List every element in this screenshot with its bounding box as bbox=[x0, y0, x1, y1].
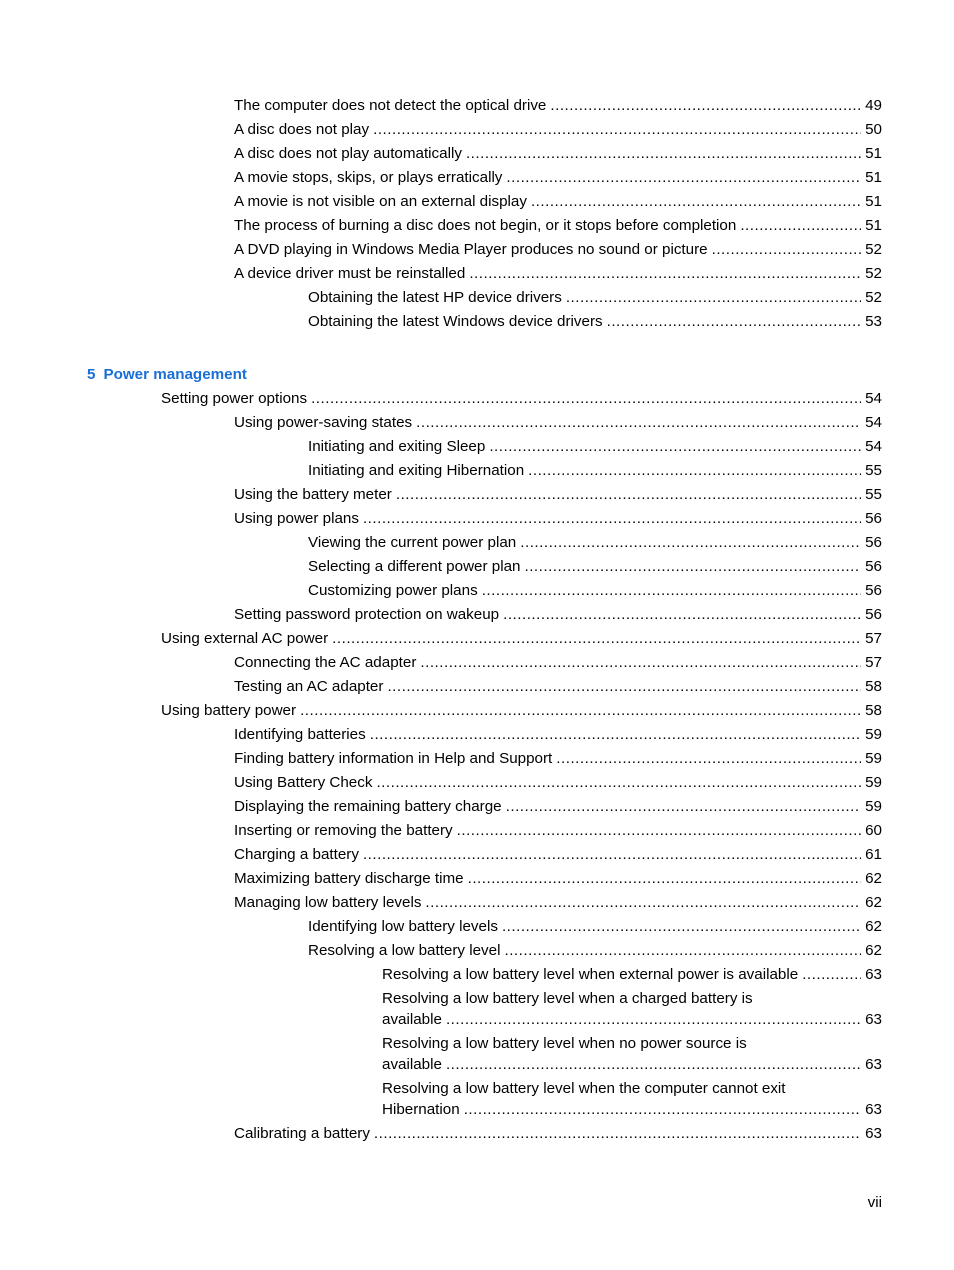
toc-entry-page: 62 bbox=[865, 894, 882, 911]
dot-leader bbox=[466, 145, 861, 163]
toc-entry-title: Using external AC power bbox=[161, 630, 329, 647]
toc-entry-page: 58 bbox=[865, 702, 882, 719]
toc-entry[interactable] bbox=[0, 894, 882, 912]
toc-entry-title: Maximizing battery discharge time bbox=[234, 870, 464, 887]
toc-entry[interactable] bbox=[0, 414, 882, 432]
dot-leader bbox=[502, 918, 861, 936]
toc-entry-title: The process of burning a disc does not begin, or it stops before completion bbox=[234, 217, 737, 234]
dot-leader bbox=[376, 774, 861, 792]
toc-entry-title: Testing an AC adapter bbox=[234, 678, 384, 695]
toc-entry[interactable] bbox=[0, 846, 882, 864]
toc-entry-page: 63 bbox=[865, 1011, 882, 1028]
toc-entry-page: 52 bbox=[865, 265, 882, 282]
toc-entry-page: 61 bbox=[865, 846, 882, 863]
dot-leader bbox=[370, 726, 861, 744]
dot-leader bbox=[556, 750, 861, 768]
toc-entry-page: 63 bbox=[865, 966, 882, 983]
toc-entry[interactable] bbox=[0, 97, 882, 115]
dot-leader bbox=[363, 846, 861, 864]
toc-entry[interactable] bbox=[0, 606, 882, 624]
toc-entry-title: Identifying batteries bbox=[234, 726, 366, 743]
toc-entry-title: Displaying the remaining battery charge bbox=[234, 798, 502, 815]
toc-entry-page: 52 bbox=[865, 241, 882, 258]
toc-entry-title: Resolving a low battery level when the computer cannot exit bbox=[382, 1080, 786, 1097]
dot-leader bbox=[332, 630, 861, 648]
toc-entry-title: Using battery power bbox=[161, 702, 297, 719]
toc-entry[interactable] bbox=[0, 630, 882, 648]
dot-leader bbox=[457, 822, 861, 840]
dot-leader bbox=[300, 702, 861, 720]
toc-entry-page: 54 bbox=[865, 390, 882, 407]
page-number: vii bbox=[867, 1194, 882, 1211]
toc-entry-title: Using Battery Check bbox=[234, 774, 373, 791]
toc-entry[interactable] bbox=[0, 558, 882, 576]
toc-entry[interactable] bbox=[0, 942, 882, 960]
toc-entry-page: 51 bbox=[865, 169, 882, 186]
toc-entry[interactable] bbox=[0, 726, 882, 744]
dot-leader bbox=[373, 121, 861, 139]
dot-leader bbox=[387, 678, 861, 696]
toc-entry-title: A disc does not play bbox=[234, 121, 370, 138]
toc-entry-page: 57 bbox=[865, 630, 882, 647]
toc-entry[interactable] bbox=[0, 1125, 882, 1143]
toc-entry-page: 58 bbox=[865, 678, 882, 695]
dot-leader bbox=[446, 1056, 861, 1074]
toc-entry-title: Connecting the AC adapter bbox=[234, 654, 417, 671]
toc-entry-page: 63 bbox=[865, 1101, 882, 1118]
dot-leader bbox=[425, 894, 861, 912]
toc-entry[interactable] bbox=[0, 241, 882, 259]
toc-entry-page: 51 bbox=[865, 145, 882, 162]
toc-entry-title: Managing low battery levels bbox=[234, 894, 422, 911]
toc-entry-page: 62 bbox=[865, 918, 882, 935]
toc-entry[interactable] bbox=[0, 870, 882, 888]
toc-entry-title: Selecting a different power plan bbox=[308, 558, 521, 575]
dot-leader bbox=[363, 510, 861, 528]
toc-entry[interactable] bbox=[0, 121, 882, 139]
toc-entry-title: Charging a battery bbox=[234, 846, 359, 863]
toc-entry-page: 57 bbox=[865, 654, 882, 671]
toc-entry-page: 56 bbox=[865, 558, 882, 575]
toc-entry[interactable] bbox=[0, 169, 882, 187]
toc-entry-page: 63 bbox=[865, 1125, 882, 1142]
toc-entry[interactable] bbox=[0, 193, 882, 211]
toc-entry-page: 59 bbox=[865, 750, 882, 767]
toc-entry[interactable] bbox=[0, 990, 882, 1029]
toc-entry-title: A movie stops, skips, or plays erratically bbox=[234, 169, 503, 186]
chapter-title: Power management bbox=[103, 366, 247, 383]
toc-entry-page: 56 bbox=[865, 582, 882, 599]
dot-leader bbox=[802, 966, 861, 984]
dot-leader bbox=[550, 97, 861, 115]
toc-entry[interactable] bbox=[0, 678, 882, 696]
toc-entry-page: 55 bbox=[865, 486, 882, 503]
toc-entry[interactable] bbox=[0, 438, 882, 456]
toc-entry[interactable] bbox=[0, 582, 882, 600]
dot-leader bbox=[524, 558, 861, 576]
toc-entry-title: Resolving a low battery level when external power is available bbox=[382, 966, 799, 983]
toc-entry-page: 62 bbox=[865, 942, 882, 959]
chapter-heading[interactable] bbox=[87, 366, 247, 384]
toc-entry[interactable] bbox=[0, 390, 882, 408]
dot-leader bbox=[503, 606, 861, 624]
toc-entry[interactable] bbox=[0, 750, 882, 768]
toc-entry-title: Finding battery information in Help and Support bbox=[234, 750, 553, 767]
toc-entry[interactable] bbox=[0, 265, 882, 283]
toc-entry-page: 62 bbox=[865, 870, 882, 887]
toc-entry-page: 54 bbox=[865, 414, 882, 431]
toc-entry-title: Obtaining the latest HP device drivers bbox=[308, 289, 562, 306]
toc-entry[interactable] bbox=[0, 822, 882, 840]
toc-entry-page: 50 bbox=[865, 121, 882, 138]
dot-leader bbox=[468, 870, 862, 888]
toc-entry[interactable] bbox=[0, 654, 882, 672]
toc-entry-title: Inserting or removing the battery bbox=[234, 822, 453, 839]
toc-entry-title-continued: available bbox=[382, 1056, 442, 1073]
toc-entry-title: Using power plans bbox=[234, 510, 359, 527]
dot-leader bbox=[506, 169, 861, 187]
toc-entry-title: Viewing the current power plan bbox=[308, 534, 517, 551]
toc-entry[interactable] bbox=[0, 145, 882, 163]
toc-entry[interactable] bbox=[0, 702, 882, 720]
dot-leader bbox=[520, 534, 861, 552]
toc-entry-title: Setting power options bbox=[161, 390, 308, 407]
dot-leader bbox=[506, 798, 861, 816]
toc-entry-title: Obtaining the latest Windows device drivers bbox=[308, 313, 603, 330]
dot-leader bbox=[566, 289, 861, 307]
dot-leader bbox=[607, 313, 861, 331]
toc-entry-page: 59 bbox=[865, 798, 882, 815]
toc-entry-page: 60 bbox=[865, 822, 882, 839]
dot-leader bbox=[420, 654, 861, 672]
toc-entry-title: Initiating and exiting Hibernation bbox=[308, 462, 525, 479]
toc-entry-title-continued: available bbox=[382, 1011, 442, 1028]
toc-entry[interactable] bbox=[0, 289, 882, 307]
chapter-number: 5 bbox=[87, 366, 96, 383]
dot-leader bbox=[482, 582, 861, 600]
dot-leader bbox=[740, 217, 861, 235]
toc-entry-title: Resolving a low battery level when no power source is bbox=[382, 1035, 747, 1052]
toc-entry-page: 56 bbox=[865, 606, 882, 623]
dot-leader bbox=[396, 486, 861, 504]
toc-entry-title: Customizing power plans bbox=[308, 582, 478, 599]
toc-entry[interactable] bbox=[0, 462, 882, 480]
toc-entry[interactable] bbox=[0, 798, 882, 816]
toc-entry-title: Identifying low battery levels bbox=[308, 918, 498, 935]
toc-entry-page: 49 bbox=[865, 97, 882, 114]
toc-entry-page: 53 bbox=[865, 313, 882, 330]
dot-leader bbox=[489, 438, 861, 456]
toc-entry-page: 59 bbox=[865, 726, 882, 743]
toc-entry-title: Resolving a low battery level when a charged battery is bbox=[382, 990, 753, 1007]
toc-entry-title: The computer does not detect the optical drive bbox=[234, 97, 547, 114]
toc-entry-page: 52 bbox=[865, 289, 882, 306]
toc-entry-title: Using the battery meter bbox=[234, 486, 392, 503]
dot-leader bbox=[469, 265, 861, 283]
toc-entry-page: 51 bbox=[865, 217, 882, 234]
toc-entry-page: 55 bbox=[865, 462, 882, 479]
dot-leader bbox=[446, 1011, 861, 1029]
toc-entry-page: 59 bbox=[865, 774, 882, 791]
toc-entry-page: 56 bbox=[865, 534, 882, 551]
toc-entry-title: A disc does not play automatically bbox=[234, 145, 462, 162]
toc-entry[interactable] bbox=[0, 534, 882, 552]
toc-entry[interactable] bbox=[0, 1080, 882, 1119]
toc-entry[interactable] bbox=[0, 1035, 882, 1074]
dot-leader bbox=[712, 241, 862, 259]
toc-entry-page: 63 bbox=[865, 1056, 882, 1073]
dot-leader bbox=[528, 462, 861, 480]
toc-entry-title: A device driver must be reinstalled bbox=[234, 265, 466, 282]
toc-entry-page: 56 bbox=[865, 510, 882, 527]
toc-entry-page: 51 bbox=[865, 193, 882, 210]
toc-entry[interactable] bbox=[0, 510, 882, 528]
toc-entry[interactable] bbox=[0, 918, 882, 936]
toc-entry-title: Setting password protection on wakeup bbox=[234, 606, 500, 623]
toc-entry-title: Resolving a low battery level bbox=[308, 942, 501, 959]
toc-entry[interactable] bbox=[0, 486, 882, 504]
toc-entry[interactable] bbox=[0, 966, 882, 984]
toc-entry-title: Calibrating a battery bbox=[234, 1125, 370, 1142]
dot-leader bbox=[464, 1101, 861, 1119]
toc-entry[interactable] bbox=[0, 217, 882, 235]
toc-entry-title: A DVD playing in Windows Media Player produces no sound or picture bbox=[234, 241, 708, 258]
dot-leader bbox=[374, 1125, 861, 1143]
toc-entry[interactable] bbox=[0, 313, 882, 331]
dot-leader bbox=[531, 193, 861, 211]
toc-entry-title-continued: Hibernation bbox=[382, 1101, 460, 1118]
dot-leader bbox=[311, 390, 861, 408]
toc-entry[interactable] bbox=[0, 774, 882, 792]
dot-leader bbox=[504, 942, 861, 960]
dot-leader bbox=[416, 414, 861, 432]
toc-entry-title: Using power-saving states bbox=[234, 414, 413, 431]
toc-entry-title: Initiating and exiting Sleep bbox=[308, 438, 486, 455]
toc-entry-page: 54 bbox=[865, 438, 882, 455]
toc-entry-title: A movie is not visible on an external display bbox=[234, 193, 527, 210]
